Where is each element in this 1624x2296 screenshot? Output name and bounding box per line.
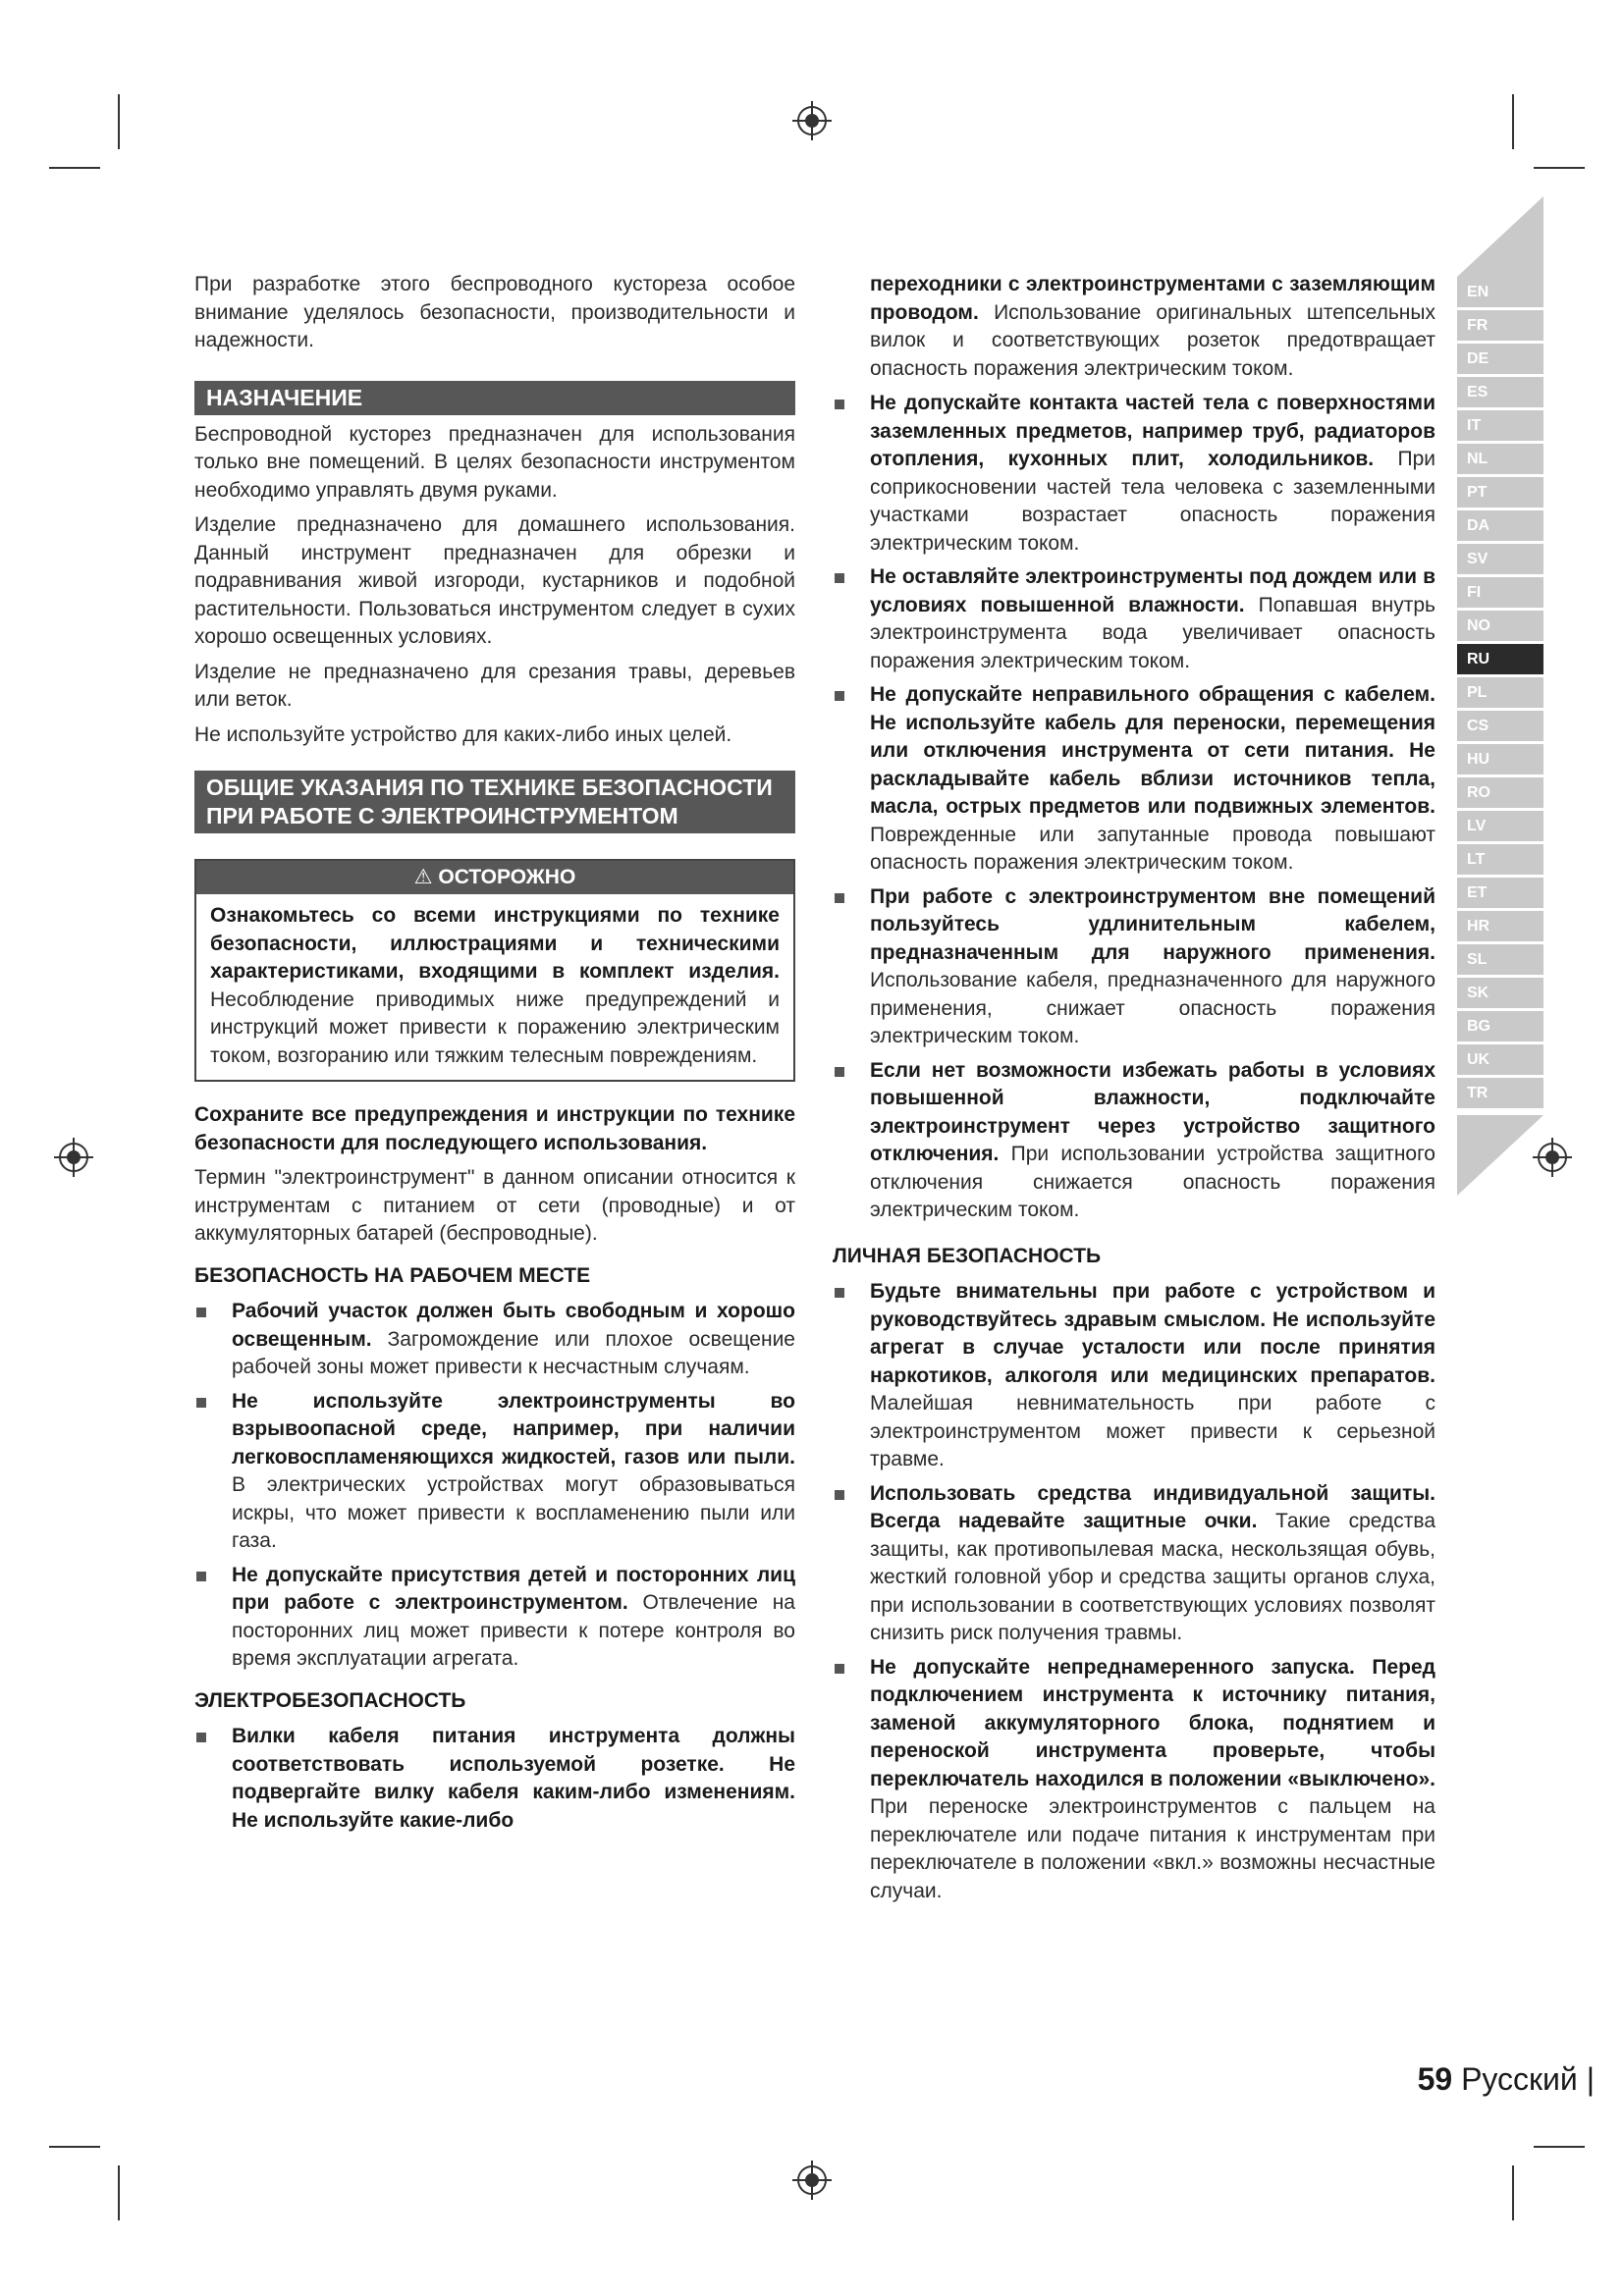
save-instructions-note: Сохраните все предупреждения и инструкции по технике безопасности для последующего использования.: [194, 1103, 795, 1154]
tab-ru[interactable]: RU: [1457, 644, 1543, 674]
tab-es[interactable]: ES: [1457, 377, 1543, 407]
purpose-paragraph: Не используйте устройство для каких-либо иных целей.: [194, 722, 732, 746]
warning-header: [196, 861, 793, 894]
purpose-paragraph: Изделие не предназначено для срезания травы, деревьев или веток.: [194, 660, 795, 711]
tab-en[interactable]: EN: [1457, 277, 1543, 307]
tab-tr[interactable]: TR: [1457, 1078, 1543, 1108]
item-bold: Не допускайте присутствия детей и посторонних лиц при работе с электроинструментом.: [232, 1563, 795, 1614]
item-bold: Будьте внимательны при работе с устройством и руководствуйтесь здравым смыслом. Не используйте агрегат в случае усталости или после принятия наркотиков, алкоголя или медицинских препаратов.: [870, 1280, 1435, 1387]
item-text: При использовании устройства защитного отключения снижается опасность поражения электрическим током.: [870, 1143, 1435, 1221]
footer-language: Русский: [1461, 2061, 1578, 2097]
tab-it[interactable]: IT: [1457, 410, 1543, 441]
item-text: Отвлечение на посторонних лиц может привести к потере контроля во время эксплуатации агрегата.: [232, 1591, 795, 1670]
list-item: [833, 883, 1435, 1051]
tab-pl[interactable]: PL: [1457, 677, 1543, 708]
list-item: [833, 681, 1435, 878]
item-bold: Не используйте электроинструменты во взрывоопасной среде, например, при наличии легковоспламеняющихся жидкостей, газов или пыли.: [232, 1389, 795, 1468]
list-item: [194, 1298, 795, 1382]
tab-bg[interactable]: BG: [1457, 1011, 1543, 1041]
personal-list: [833, 1278, 1435, 1905]
warning-text: Несоблюдение приводимых ниже предупреждений и инструкций может привести к поражению электрическим током, возгоранию или тяжким телесным повреждениям.: [210, 988, 780, 1067]
item-bold: Использовать средства индивидуальной защиты. Всегда надевайте защитные очки.: [870, 1481, 1435, 1532]
crop-mark: [118, 94, 120, 149]
warning-title: ОСТОРОЖНО: [438, 866, 576, 888]
workplace-safety-heading: БЕЗОПАСНОСТЬ НА РАБОЧЕМ МЕСТЕ: [194, 1263, 591, 1287]
list-item: [833, 1278, 1435, 1474]
term-note: Термин "электроинструмент" в данном описании относится к инструментам с питанием от сети (проводные) и от аккумуляторных батарей (беспроводные).: [194, 1166, 795, 1245]
left-column: [194, 271, 795, 1841]
tab-de[interactable]: DE: [1457, 344, 1543, 374]
crop-mark: [1512, 94, 1514, 149]
tab-fr[interactable]: FR: [1457, 310, 1543, 341]
crop-mark: [1534, 167, 1585, 169]
item-bold: Рабочий участок должен быть свободным и хорошо освещенным.: [232, 1300, 795, 1351]
item-text: При переноске электроинструментов с пальцем на переключателе или подаче питания к инструментам при переключателе в положении «вкл.» возможны несчастные случаи.: [870, 1795, 1435, 1902]
item-bold: Если нет возможности избежать работы в условиях повышенной влажности, подключайте электроинструмент через устройство защитного отключения.: [870, 1058, 1435, 1165]
list-item: [833, 1057, 1435, 1225]
item-bold: Не допускайте неправильного обращения с кабелем. Не используйте кабель для переноски, перемещения или отключения инструмента от сети питания. Не раскладывайте кабель вблизи источников тепла, масла, острых предметов или подвижных элементов.: [870, 683, 1435, 818]
continued-paragraph: [833, 271, 1435, 383]
tab-cs[interactable]: CS: [1457, 711, 1543, 741]
purpose-paragraph: Изделие предназначено для домашнего использования. Данный инструмент предназначен для обрезки и подравнивания живой изгороди, кустарников и подобной растительности. Пользоваться инструментом следует в сухих хорошо освещенных условиях.: [194, 513, 795, 648]
list-item: [194, 1723, 795, 1835]
tab-lv[interactable]: LV: [1457, 811, 1543, 841]
crop-mark: [118, 2165, 120, 2220]
item-bold: При работе с электроинструментом вне помещений пользуйтесь удлинительным кабелем, предназначенным для наружного применения.: [870, 884, 1435, 964]
tab-nl[interactable]: NL: [1457, 444, 1543, 474]
tab-sv[interactable]: SV: [1457, 544, 1543, 574]
item-bold: переходники с электроинструментами с заземляющим проводом.: [870, 273, 1435, 324]
item-bold: Не допускайте контакта частей тела с поверхностями заземленных предметов, например труб, радиаторов отопления, кухонных плит, холодильников.: [870, 392, 1435, 470]
warning-box: [194, 859, 795, 1082]
tab-pt[interactable]: PT: [1457, 477, 1543, 507]
list-item: [833, 1654, 1435, 1906]
language-tabs: [1457, 277, 1543, 1111]
personal-safety-heading: ЛИЧНАЯ БЕЗОПАСНОСТЬ: [833, 1244, 1102, 1267]
tab-no[interactable]: NO: [1457, 611, 1543, 641]
crop-mark: [49, 167, 100, 169]
item-text: В электрических устройствах могут образовываться искры, что может привести к воспламенению пыли или газа.: [232, 1473, 795, 1552]
warning-bold-text: Ознакомьтесь со всеми инструкциями по технике безопасности, иллюстрациями и техническими характеристиками, входящими в комплект изделия.: [210, 904, 780, 983]
electrical-safety-heading: ЭЛЕКТРОБЕЗОПАСНОСТЬ: [194, 1688, 466, 1712]
tab-et[interactable]: ET: [1457, 878, 1543, 908]
tab-hr[interactable]: HR: [1457, 911, 1543, 941]
list-item: [833, 1480, 1435, 1648]
tab-sk[interactable]: SK: [1457, 978, 1543, 1008]
item-text: Попавшая внутрь электроинструмента вода увеличивает опасность поражения электрическим током.: [870, 593, 1435, 672]
tab-strip-bottom-wedge: [1457, 1115, 1543, 1196]
list-item: [833, 390, 1435, 558]
workplace-list: [194, 1298, 795, 1674]
tab-uk[interactable]: UK: [1457, 1044, 1543, 1075]
tab-lt[interactable]: LT: [1457, 844, 1543, 875]
electrical-list-continued: [833, 390, 1435, 1225]
purpose-heading: НАЗНАЧЕНИЕ: [194, 381, 795, 415]
registration-mark-icon: [792, 101, 832, 140]
intro-paragraph: При разработке этого беспроводного кустореза особое внимание уделялось безопасности, производительности и надежности.: [194, 273, 795, 351]
item-text: Использование оригинальных штепсельных вилок и соответствующих розеток предотвращает опасность поражения электрическим током.: [870, 300, 1435, 380]
tab-ro[interactable]: RO: [1457, 777, 1543, 808]
page-footer: [1418, 2061, 1595, 2098]
page-number: 59: [1417, 2061, 1453, 2097]
tab-strip-top-wedge: [1457, 196, 1543, 277]
list-item: [194, 1388, 795, 1556]
registration-mark-icon: [54, 1138, 93, 1177]
crop-mark: [49, 2146, 100, 2148]
tab-fi[interactable]: FI: [1457, 577, 1543, 608]
list-item: [833, 563, 1435, 675]
footer-separator: |: [1586, 2061, 1595, 2097]
item-text: Загромождение или плохое освещение рабочей зоны может привести к несчастным случаям.: [232, 1327, 795, 1378]
purpose-paragraph: Беспроводной кусторез предназначен для использования только вне помещений. В целях безопасности инструментом необходимо управлять двумя руками.: [194, 422, 795, 502]
item-text: При соприкосновении частей тела человека с заземленными участками возрастает опасность поражения электрическим током.: [870, 448, 1435, 555]
item-bold: Не допускайте непреднамеренного запуска. Перед подключением инструмента к источнику питания, заменой аккумуляторного блока, поднятием и переноской инструмента проверьте, чтобы переключатель находился в положении «выключено».: [870, 1655, 1435, 1790]
tab-hu[interactable]: HU: [1457, 744, 1543, 774]
crop-mark: [1512, 2165, 1514, 2220]
item-bold: Вилки кабеля питания инструмента должны соответствовать используемой розетке. Не подвергайте вилку кабеля каким-либо изменениям. Не используйте какие-либо: [232, 1725, 795, 1832]
general-safety-heading: ОБЩИЕ УКАЗАНИЯ ПО ТЕХНИКЕ БЕЗОПАСНОСТИ ПРИ РАБОТЕ С ЭЛЕКТРОИНСТРУМЕНТОМ: [194, 771, 795, 833]
list-item: [194, 1562, 795, 1674]
electrical-list: [194, 1723, 795, 1835]
item-text: Такие средства защиты, как противопылевая маска, нескользящая обувь, жесткий головной убор и средства защиты органов слуха, при использовании в соответствующих условиях позволят снизить риск получения травмы.: [870, 1510, 1436, 1644]
right-column: [833, 271, 1435, 1911]
crop-mark: [1534, 2146, 1585, 2148]
tab-sl[interactable]: SL: [1457, 944, 1543, 975]
warning-body: [196, 894, 793, 1080]
item-text: Использование кабеля, предназначенного для наружного применения, снижает опасность поражения электрическим током.: [870, 969, 1435, 1047]
item-text: Поврежденные или запутанные провода повышают опасность поражения электрическим током.: [870, 823, 1435, 874]
tab-da[interactable]: DA: [1457, 510, 1543, 541]
item-bold: Не оставляйте электроинструменты под дождем или в условиях повышенной влажности.: [870, 565, 1435, 616]
registration-mark-icon: [792, 2161, 832, 2200]
item-text: Малейшая невнимательность при работе с электроинструментом может привести к серьезной травме.: [870, 1392, 1435, 1470]
warning-triangle-icon: ⚠: [413, 866, 433, 888]
